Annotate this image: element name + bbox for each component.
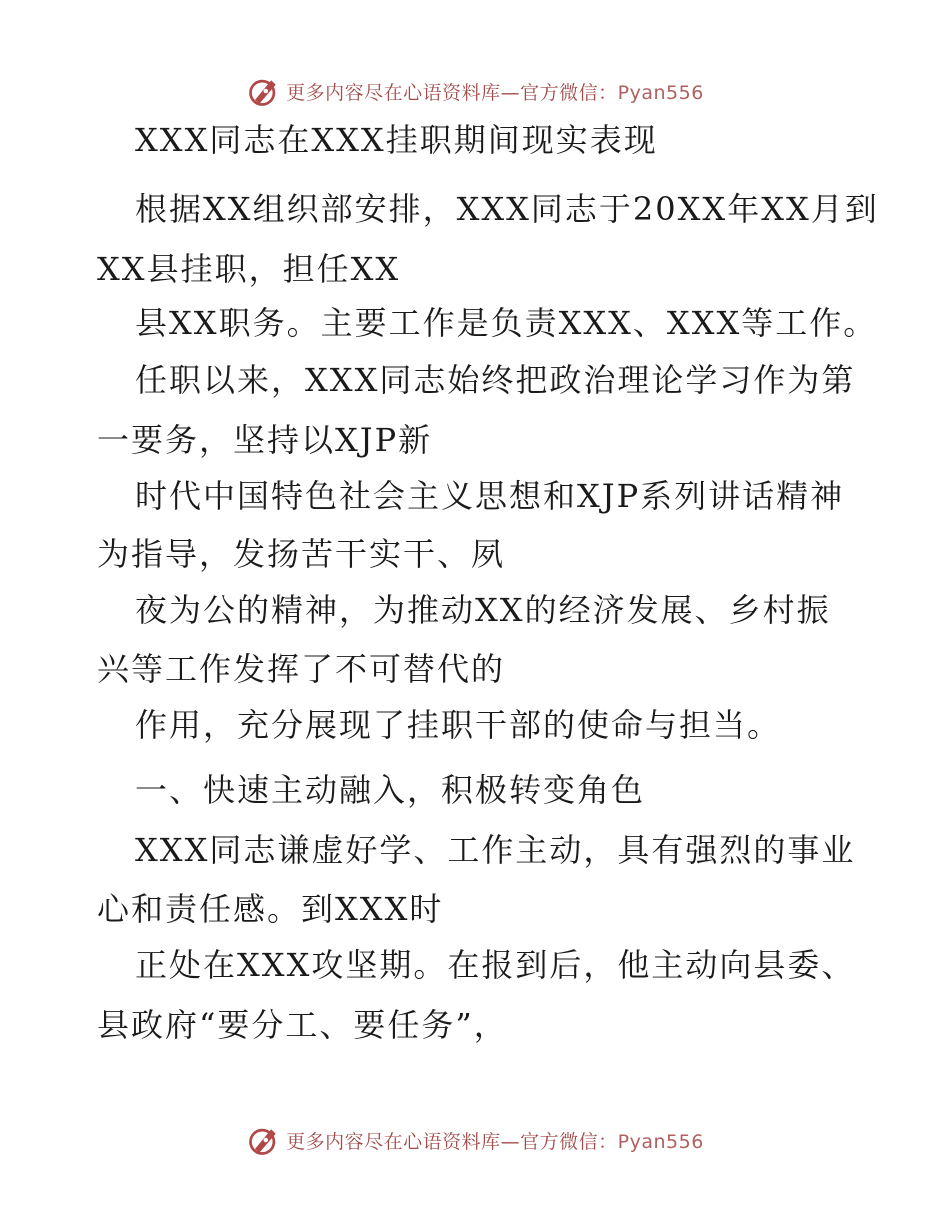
pen-nib-logo-icon	[246, 1122, 282, 1158]
paragraph-line: 根据XX组织部安排，XXX同志于20XX年XX月到	[135, 190, 879, 228]
paragraph-line: 兴等工作发挥了不可替代的	[97, 650, 506, 688]
watermark-text: 更多内容尽在心语资料库—官方微信：Pyan556	[286, 81, 704, 104]
paragraph-line: XX县挂职，担任XX	[97, 250, 401, 288]
watermark-header	[0, 71, 950, 111]
paragraph-line: 一要务，坚持以XJP新	[97, 421, 433, 459]
paragraph-line: 为指导，发扬苦干实干、夙	[97, 535, 506, 573]
pen-nib-logo-icon	[246, 73, 282, 109]
watermark-footer	[0, 1120, 950, 1160]
paragraph-line: 时代中国特色社会主义思想和XJP系列讲话精神	[135, 477, 845, 515]
document-title: XXX同志在XXX挂职期间现实表现	[135, 121, 658, 159]
section-heading: 一、快速主动融入，积极转变角色	[135, 771, 646, 809]
watermark-text: 更多内容尽在心语资料库—官方微信：Pyan556	[286, 1130, 704, 1153]
paragraph-line: 心和责任感。到XXX时	[97, 890, 444, 928]
paragraph-line: 县XX职务。主要工作是负责XXX、XXX等工作。	[135, 304, 878, 342]
paragraph-line: 任职以来，XXX同志始终把政治理论学习作为第	[135, 361, 856, 399]
paragraph-line: XXX同志谦虚好学、工作主动，具有强烈的事业	[135, 831, 856, 869]
paragraph-line: 作用，充分展现了挂职干部的使命与担当。	[135, 706, 782, 744]
paragraph-line: 夜为公的精神，为推动XX的经济发展、乡村振	[135, 591, 831, 629]
paragraph-line: 正处在XXX攻坚期。在报到后，他主动向县委、	[135, 946, 856, 984]
paragraph-line: 县政府“要分工、要任务”，	[97, 1006, 508, 1044]
